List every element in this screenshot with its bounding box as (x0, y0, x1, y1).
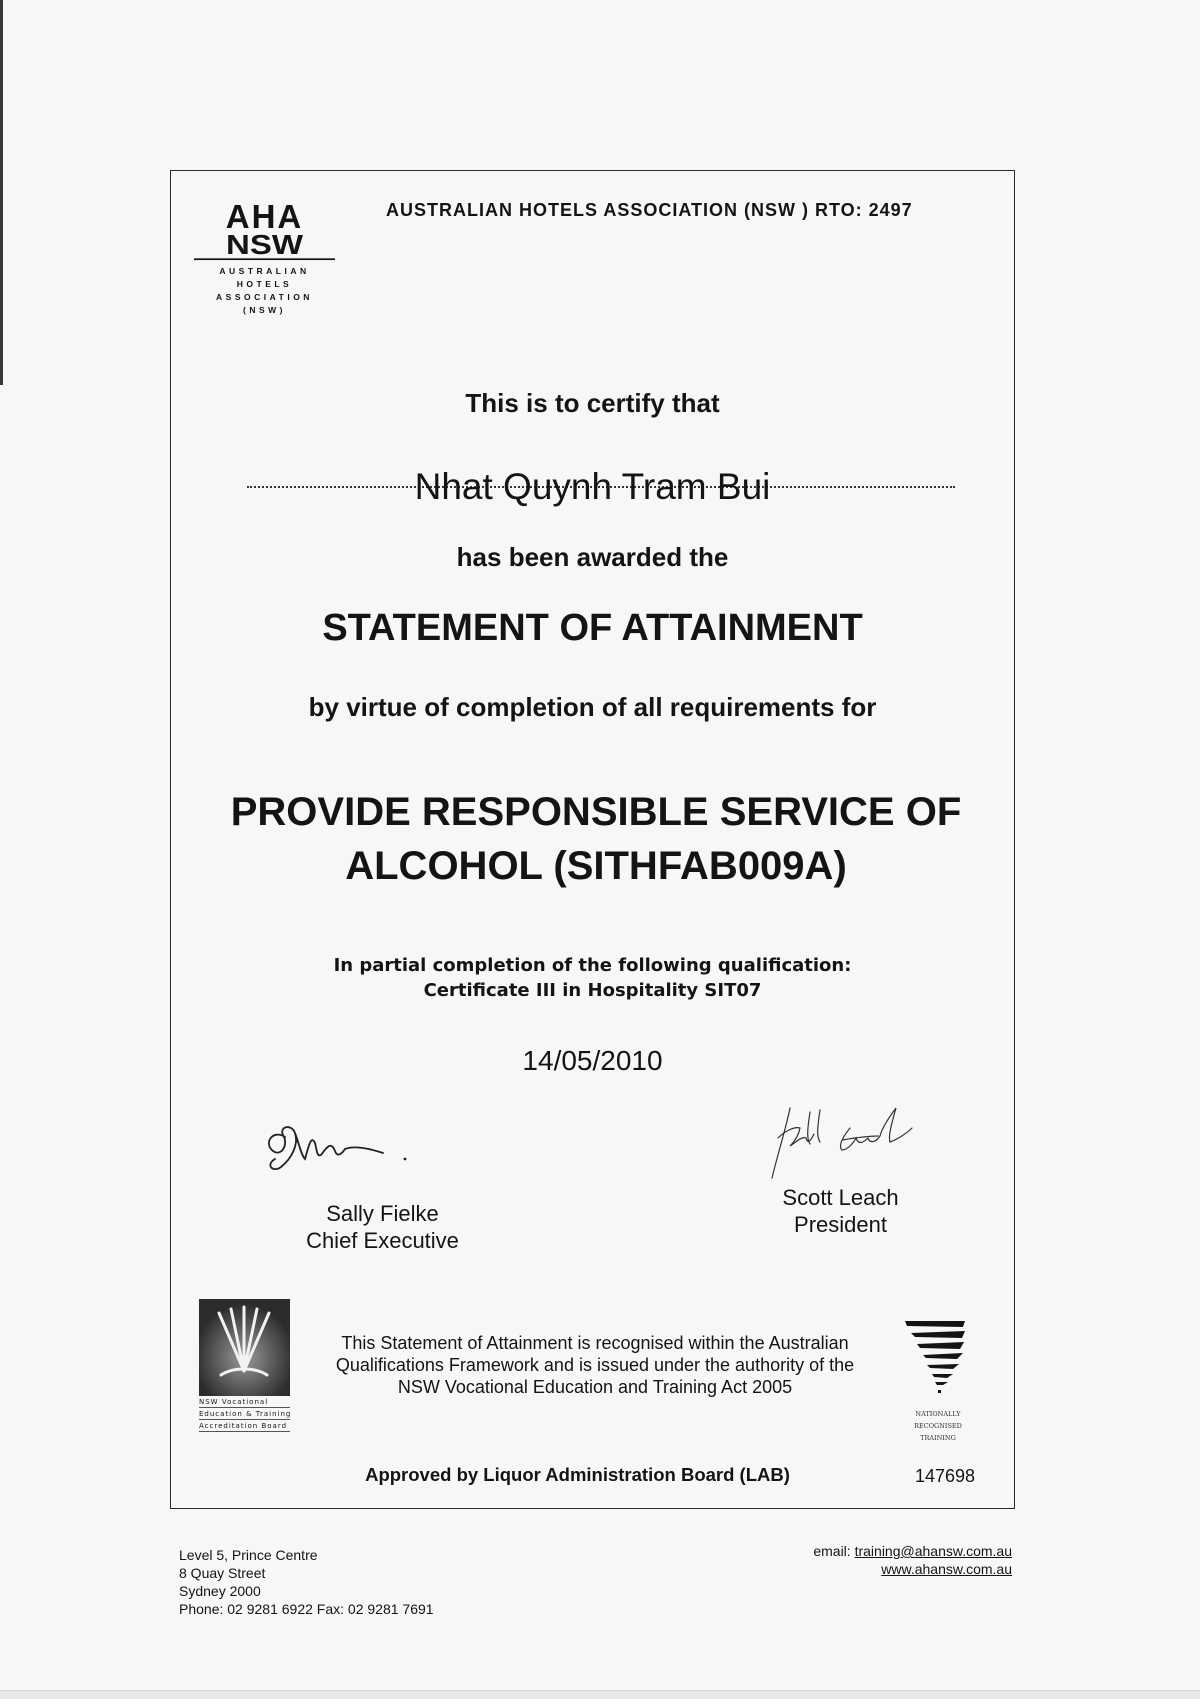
signatory-left (280, 1200, 485, 1254)
approval-text: Approved by Liquor Administration Board (LAB) (365, 1464, 790, 1485)
vetab-logo (199, 1299, 290, 1432)
certify-line: This is to certify that (465, 388, 720, 418)
signatory-role: Chief Executive (306, 1228, 459, 1253)
nationally-recognised-training-logo (893, 1319, 983, 1444)
signatory-name: Sally Fielke (326, 1201, 439, 1226)
nrt-caption-line: NATIONALLY RECOGNISED (914, 1410, 962, 1430)
virtue-line: by virtue of completion of all requirements for (308, 692, 877, 722)
logo-sub-line: ASSOCIATION (216, 292, 313, 302)
footer-contact (760, 1542, 1012, 1578)
vetab-caption: Education & Training (199, 1410, 292, 1418)
qualification-name: Certificate III in Hospitality SIT07 (423, 980, 762, 1001)
nrt-caption-line: TRAINING (920, 1434, 956, 1442)
certificate-title: STATEMENT OF ATTAINMENT (322, 607, 863, 649)
logo-nsw-text: NSW (194, 232, 335, 260)
nrt-mark-icon (893, 1319, 983, 1399)
awarded-line: has been awarded the (456, 542, 729, 572)
logo-sub-line: HOTELS (236, 279, 293, 289)
website-link[interactable]: www.ahansw.com.au (881, 1561, 1012, 1577)
signatory-name: Scott Leach (782, 1185, 899, 1210)
approval-line (170, 1464, 1015, 1486)
unit-title: PROVIDE RESPONSIBLE SERVICE OF ALCOHOL (SITHFAB009A) (230, 790, 962, 888)
certificate-number: 147698 (915, 1466, 976, 1486)
aha-nsw-logo (200, 198, 335, 317)
signature-sally-fielke (255, 1115, 425, 1185)
signatory-right (753, 1184, 928, 1238)
vetab-caption: NSW Vocational (199, 1398, 290, 1408)
address-line: Level 5, Prince Centre (179, 1547, 318, 1563)
vetab-caption: Accreditation Board (199, 1422, 290, 1432)
nrt-caption (893, 1408, 983, 1444)
recipient-name: Nhat Quynh Tram Bui (414, 466, 771, 507)
organisation-header: AUSTRALIAN HOTELS ASSOCIATION (NSW ) RTO: 2497 (386, 200, 913, 220)
scan-edge-shadow (0, 0, 3, 385)
recognition-statement: This Statement of Attainment is recognised within the Australian Qualifications Framework and is issued under the authority of the NSW Vocational Education and Training Act 2005 (335, 1333, 855, 1397)
logo-aha-text: AHA (225, 198, 304, 235)
logo-sub-line: (NSW) (243, 305, 286, 315)
address-line: 8 Quay Street (179, 1565, 266, 1581)
issue-date: 14/05/2010 (522, 1045, 663, 1076)
footer-address (179, 1546, 434, 1618)
qualification-intro: In partial completion of the following qualification: (333, 955, 852, 976)
logo-sub-line: AUSTRALIAN (219, 266, 310, 276)
vetab-emblem-icon (199, 1299, 290, 1396)
signature-scott-leach (750, 1098, 930, 1193)
email-link[interactable]: training@ahansw.com.au (854, 1543, 1012, 1559)
address-line: Sydney 2000 (179, 1583, 261, 1599)
phone-fax-line: Phone: 02 9281 6922 Fax: 02 9281 7691 (179, 1601, 434, 1617)
signatory-role: President (794, 1212, 887, 1237)
email-label: email: (813, 1543, 851, 1559)
